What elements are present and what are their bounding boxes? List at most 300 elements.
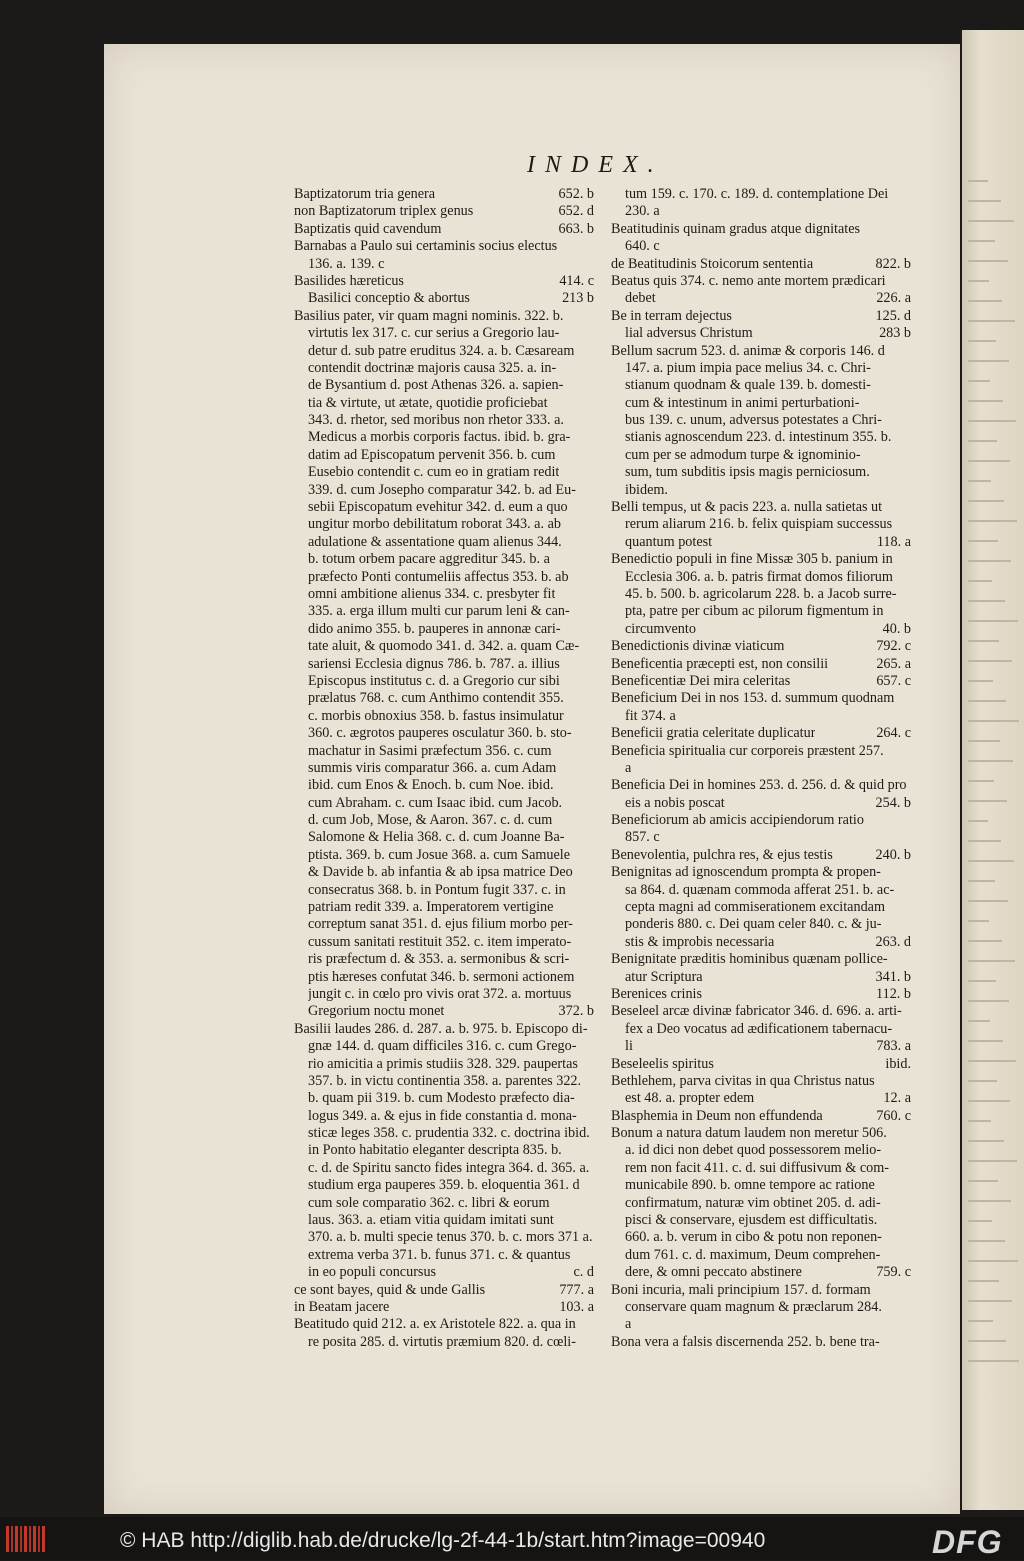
facing-page-text-ghost <box>968 940 1002 942</box>
index-entry-line <box>294 256 594 273</box>
index-entry-text: Beneficia Dei in homines 253. d. 256. d. & quid pro <box>611 777 907 794</box>
index-entry-line <box>611 847 911 864</box>
index-entry-line <box>294 569 594 586</box>
index-entry-text: sum, tum subditis ipsis magis perniciosum. <box>625 464 870 481</box>
facing-page-text-ghost <box>968 1120 991 1122</box>
index-entry-text: stianum quodnam & quale 139. b. domesti- <box>625 377 871 394</box>
index-entry-line <box>294 969 594 986</box>
index-entry-text: Beneficii gratia celeritate duplicatur <box>611 725 816 742</box>
index-entry-text: Basilius pater, vir quam magni nominis. 322. b. <box>294 307 564 324</box>
index-entry-line <box>611 760 911 777</box>
index-entry-reference: 264. c <box>876 725 911 742</box>
index-entry-reference: 226. a <box>876 290 911 307</box>
facing-page-text-ghost <box>968 280 989 282</box>
index-entry-text: Beatitudinis quinam gradus atque dignitates <box>611 220 861 237</box>
index-entry-line <box>611 447 911 464</box>
facing-page-text-ghost <box>968 1220 992 1222</box>
index-entry-line <box>294 1282 594 1299</box>
index-entry-line <box>611 1264 911 1281</box>
index-entry-text: correptum sanat 351. d. ejus filium morbo per- <box>308 916 573 933</box>
index-entry-text: sa 864. d. quænam commoda afferat 251. b. ac- <box>625 881 895 898</box>
index-entry-line <box>611 864 911 881</box>
facing-page-text-ghost <box>968 400 1003 402</box>
index-entry-line <box>611 1003 911 1020</box>
index-entry-line <box>611 499 911 516</box>
index-entry-text: prælatus 768. c. cum Anthimo contendit 355. <box>308 690 564 707</box>
facing-page-text-ghost <box>968 220 1014 222</box>
index-entry-line <box>294 795 594 812</box>
facing-page-text-ghost <box>968 660 1012 662</box>
index-entry-text: 147. a. pium impia pace melius 34. c. Chri- <box>625 359 871 376</box>
index-entry-line <box>611 1195 911 1212</box>
facing-page-text-ghost <box>968 560 1011 562</box>
index-entry-line <box>294 1316 594 1333</box>
index-entry-line <box>611 673 911 690</box>
index-entry-text: 857. c <box>625 829 660 846</box>
index-entry-line <box>611 203 911 220</box>
index-entry-line <box>611 777 911 794</box>
index-entry-line <box>294 847 594 864</box>
index-entry-text: studium erga pauperes 359. b. eloquentia 361. d <box>308 1177 580 1194</box>
index-entry-reference: 254. b <box>875 794 911 811</box>
index-entry-text: Benevolentia, pulchra res, & ejus testis <box>611 846 833 863</box>
index-entry-line <box>294 1212 594 1229</box>
index-entry-line <box>294 482 594 499</box>
index-entry-line <box>294 273 594 290</box>
facing-page-text-ghost <box>968 540 998 542</box>
index-entry-line <box>611 1142 911 1159</box>
index-entry-text: de Beatitudinis Stoicorum sententia <box>611 255 814 272</box>
index-entry-line <box>611 238 911 255</box>
facing-page-text-ghost <box>968 620 1018 622</box>
index-entry-line <box>294 1038 594 1055</box>
facing-page-text-ghost <box>968 260 1008 262</box>
index-entry-text: dum 761. c. d. maximum, Deum comprehen- <box>625 1246 881 1263</box>
facing-page-text-ghost <box>968 1240 1005 1242</box>
index-entry-line <box>294 725 594 742</box>
index-entry-line <box>294 325 594 342</box>
index-entry-line <box>611 1229 911 1246</box>
facing-page-text-ghost <box>968 740 1000 742</box>
facing-page-text-ghost <box>968 720 1019 722</box>
index-entry-line <box>611 551 911 568</box>
index-entry-line <box>294 1090 594 1107</box>
facing-page-text-ghost <box>968 1340 1006 1342</box>
index-entry-line <box>294 308 594 325</box>
index-entry-line <box>611 1177 911 1194</box>
index-entry-reference: 112. b <box>876 985 911 1002</box>
index-column-left <box>294 186 594 1350</box>
index-entry-line <box>294 447 594 464</box>
index-entry-text: re posita 285. d. virtutis præmium 820. d. cœli- <box>308 1333 576 1350</box>
facing-page-text-ghost <box>968 800 1007 802</box>
facing-page-text-ghost <box>968 600 1005 602</box>
index-entry-reference: 12. a <box>883 1090 911 1107</box>
facing-page-text-ghost <box>968 1200 1011 1202</box>
index-entry-line <box>611 482 911 499</box>
index-entry-text: 660. a. b. verum in cibo & potu non reponen- <box>625 1229 882 1246</box>
facing-page-text-ghost <box>968 920 989 922</box>
index-entry-text: debet <box>625 290 656 307</box>
index-entry-reference: 414. c <box>559 272 594 289</box>
index-entry-line <box>294 986 594 1003</box>
index-entry-line <box>611 360 911 377</box>
index-entry-text: cum & intestinum in animi perturbationi- <box>625 394 860 411</box>
index-entry-reference: 822. b <box>875 255 911 272</box>
facing-page-text-ghost <box>968 440 997 442</box>
index-entry-line <box>294 621 594 638</box>
index-entry-text: ce sont bayes, quid & unde Gallis <box>294 1281 486 1298</box>
index-entry-reference: 372. b <box>558 1003 594 1020</box>
index-entry-line <box>611 377 911 394</box>
facing-page-text-ghost <box>968 1020 990 1022</box>
index-entry-line <box>294 603 594 620</box>
index-entry-line <box>294 377 594 394</box>
index-entry-line <box>611 186 911 203</box>
facing-page-text-ghost <box>968 1040 1003 1042</box>
index-entry-text: Beneficentia præcepti est, non consilii <box>611 655 829 672</box>
index-entry-text: b. quam pii 319. b. cum Modesto præfecto dia- <box>308 1090 575 1107</box>
index-entry-line <box>611 534 911 551</box>
index-entry-text: ungitur morbo debilitatum roborat 343. a. ab <box>308 516 561 533</box>
index-entry-text: tum 159. c. 170. c. 189. d. contemplatione Dei <box>625 186 889 202</box>
index-entry-text: c. morbis obnoxius 358. b. fastus insimulatur <box>308 707 564 724</box>
index-entry-reference: 213 b <box>562 290 594 307</box>
index-entry-text: ibidem. <box>625 481 668 498</box>
index-entry-line <box>294 951 594 968</box>
facing-page-text-ghost <box>968 880 995 882</box>
index-entry-line <box>294 464 594 481</box>
index-entry-text: contendit doctrinæ majoris causa 325. a. in- <box>308 359 557 376</box>
index-entry-line <box>611 916 911 933</box>
index-entry-line <box>611 256 911 273</box>
facing-page-text-ghost <box>968 1140 1004 1142</box>
index-entry-line <box>294 1334 594 1351</box>
index-entry-text: 339. d. cum Josepho comparatur 342. b. ad Eu- <box>308 481 576 498</box>
index-entry-text: municabile 890. b. omne tempore ac ratione <box>625 1177 875 1194</box>
index-entry-text: Baptizatis quid cavendum <box>294 220 442 237</box>
index-entry-text: stis & improbis necessaria <box>625 933 775 950</box>
index-entry-reference: 759. c <box>876 1264 911 1281</box>
index-entry-text: circumvento <box>625 620 696 637</box>
index-entry-text: Beneficium Dei in nos 153. d. summum quodnam <box>611 690 895 707</box>
index-entry-text: consecratus 368. b. in Pontum fugit 337. c. in <box>308 881 566 898</box>
index-entry-text: quantum potest <box>625 533 713 550</box>
index-entry-line <box>294 934 594 951</box>
index-entry-line <box>294 221 594 238</box>
index-entry-text: a <box>625 1316 632 1333</box>
index-entry-line <box>611 1038 911 1055</box>
index-entry-line <box>611 273 911 290</box>
index-entry-line <box>611 1299 911 1316</box>
index-entry-line <box>294 829 594 846</box>
index-entry-reference: 760. c <box>876 1107 911 1124</box>
index-entry-text: virtutis lex 317. c. cur serius a Gregorio lau- <box>308 325 560 342</box>
index-entry-line <box>611 221 911 238</box>
index-entry-text: 230. a <box>625 203 660 220</box>
index-entry-text: ibid. cum Enos & Enoch. b. cum Noe. ibid. <box>308 777 554 794</box>
facing-page-text-ghost <box>968 680 993 682</box>
index-entry-text: dido animo 355. b. pauperes in annonæ cari- <box>308 620 561 637</box>
index-entry-text: Bellum sacrum 523. d. animæ & corporis 146. d <box>611 342 885 359</box>
index-entry-line <box>294 708 594 725</box>
index-entry-line <box>611 1090 911 1107</box>
index-entry-line <box>294 638 594 655</box>
index-entry-reference: 652. d <box>558 203 594 220</box>
index-entry-line <box>294 1108 594 1125</box>
index-entry-text: Baptizatorum tria genera <box>294 186 436 202</box>
index-entry-text: Ecclesia 306. a. b. patris firmat domos filiorum <box>625 568 893 585</box>
copyright-url-text: © HAB http://diglib.hab.de/drucke/lg-2f-44-1b/start.htm?image=00940 <box>120 1529 766 1552</box>
library-barcode-icon <box>6 1526 46 1552</box>
index-entry-text: in Beatam jacere <box>294 1299 390 1315</box>
index-entry-reference: 125. d <box>875 307 911 324</box>
facing-page-text-ghost <box>968 760 1013 762</box>
facing-page-text-ghost <box>968 860 1014 862</box>
index-entry-text: Bethlehem, parva civitas in qua Christus natus <box>611 1072 875 1089</box>
facing-page-text-ghost <box>968 1280 999 1282</box>
page-header-index: INDEX. <box>527 152 664 178</box>
facing-page-text-ghost <box>968 1080 997 1082</box>
index-entry-line <box>294 412 594 429</box>
index-entry-line <box>294 516 594 533</box>
index-entry-line <box>611 464 911 481</box>
index-entry-line <box>294 343 594 360</box>
index-entry-text: Basilii laudes 286. d. 287. a. b. 975. b. Episcopo di- <box>294 1020 588 1037</box>
dfg-logo: DFG <box>932 1524 1003 1560</box>
index-entry-reference: c. d <box>573 1264 594 1281</box>
index-entry-line <box>611 1108 911 1125</box>
index-entry-text: Beneficentiæ Dei mira celeritas <box>611 672 791 689</box>
index-entry-text: cepta magni ad commiserationem excitandam <box>625 899 886 916</box>
index-entry-text: laus. 363. a. etiam vitia quidam imitati sunt <box>308 1212 554 1229</box>
index-entry-text: cum Abraham. c. cum Isaac ibid. cum Jacob. <box>308 794 563 811</box>
index-entry-text: cum per se admodum turpe & ignominio- <box>625 446 861 463</box>
index-entry-line <box>611 290 911 307</box>
index-entry-line <box>294 1264 594 1281</box>
index-entry-line <box>611 325 911 342</box>
index-entry-text: Beseleel arcæ divinæ fabricator 346. d. 696. a. arti- <box>611 1003 902 1020</box>
index-entry-line <box>294 1299 594 1316</box>
index-entry-text: 335. a. erga illum multi cur parum leni & can- <box>308 603 570 620</box>
index-entry-reference: 263. d <box>875 933 911 950</box>
index-entry-line <box>611 708 911 725</box>
facing-page-text-ghost <box>968 420 1016 422</box>
index-entry-text: 343. d. rhetor, sed moribus non rhetor 333. a. <box>308 412 564 429</box>
index-entry-text: pta, patre per cibum ac pilorum figmentum in <box>625 603 884 620</box>
index-entry-line <box>611 743 911 760</box>
facing-page-text-ghost <box>968 500 1004 502</box>
index-entry-line <box>611 308 911 325</box>
index-entry-reference: 663. b <box>558 220 594 237</box>
index-entry-text: Beatitudo quid 212. a. ex Aristotele 822. a. qua in <box>294 1316 576 1333</box>
facing-page-text-ghost <box>968 580 992 582</box>
index-entry-line <box>294 1056 594 1073</box>
index-entry-text: Beseleelis spiritus <box>611 1055 714 1072</box>
index-entry-reference: 652. b <box>558 186 594 202</box>
index-entry-text: ptis hæreses confutat 346. b. sermoni actionem <box>308 968 575 985</box>
index-entry-text: sticæ leges 358. c. prudentia 332. c. doctrina ibid. <box>308 1125 590 1142</box>
index-entry-line <box>294 1229 594 1246</box>
index-entry-line <box>294 690 594 707</box>
index-entry-reference: 792. c <box>876 638 911 655</box>
facing-page-text-ghost <box>968 1180 998 1182</box>
index-entry-text: dere, & omni peccato abstinere <box>625 1264 802 1281</box>
index-entry-text: Benignitas ad ignoscendum prompta & propen- <box>611 864 881 881</box>
index-entry-text: sariensi Ecclesia dignus 786. b. 787. a. illius <box>308 655 560 672</box>
index-entry-text: li <box>625 1038 633 1055</box>
index-entry-text: Gregorium noctu monet <box>308 1003 445 1020</box>
index-entry-line <box>294 499 594 516</box>
index-entry-reference: 240. b <box>875 846 911 863</box>
index-entry-line <box>611 1316 911 1333</box>
facing-page-text-ghost <box>968 520 1017 522</box>
index-entry-line <box>294 186 594 203</box>
index-entry-line <box>611 395 911 412</box>
index-entry-text: Belli tempus, ut & pacis 223. a. nulla satietas ut <box>611 499 883 516</box>
index-entry-line <box>611 899 911 916</box>
index-entry-line <box>611 934 911 951</box>
index-entry-reference: 103. a <box>559 1299 594 1315</box>
facing-page-text-ghost <box>968 1260 1018 1262</box>
index-entry-line <box>294 1003 594 1020</box>
index-entry-text: summis viris comparatur 366. a. cum Adam <box>308 759 557 776</box>
index-entry-line <box>611 1334 911 1351</box>
index-entry-text: detur d. sub patre eruditus 324. a. b. Cæsaream <box>308 342 575 359</box>
index-entry-line <box>294 656 594 673</box>
index-entry-text: fex a Deo vocatus ad ædificationem tabernacu- <box>625 1020 893 1037</box>
index-entry-text: præfecto Ponti contumeliis affectus 353. b. ab <box>308 568 569 585</box>
index-entry-text: a <box>625 759 632 776</box>
index-entry-text: adulatione & assentatione quam alienus 344. <box>308 533 562 550</box>
index-entry-line <box>611 1212 911 1229</box>
index-entry-text: ponderis 880. c. Dei quam celer 840. c. & ju- <box>625 916 882 933</box>
index-entry-line <box>294 673 594 690</box>
index-entry-reference: 40. b <box>882 620 911 637</box>
index-entry-text: extrema verba 371. b. funus 371. c. & quantus <box>308 1246 571 1263</box>
index-entry-line <box>294 586 594 603</box>
index-entry-text: tia & virtute, ut ætate, quotidie proficiebat <box>308 394 548 411</box>
index-entry-text: Medicus a morbis corporis factus. ibid. b. gra- <box>308 429 571 446</box>
index-entry-text: Barnabas a Paulo sui certaminis socius electus <box>294 238 558 255</box>
index-entry-text: 136. a. 139. c <box>308 255 385 272</box>
facing-page-text-ghost <box>968 1100 1010 1102</box>
facing-page-text-ghost <box>968 320 1015 322</box>
index-entry-reference: 118. a <box>876 533 911 550</box>
index-entry-text: Episcopus institutus c. d. a Gregorio cur sibi <box>308 672 560 689</box>
index-entry-line <box>611 969 911 986</box>
index-entry-line <box>294 882 594 899</box>
index-entry-text: rio amicitia a primis studiis 328. 329. paupertas <box>308 1055 578 1072</box>
index-entry-line <box>294 238 594 255</box>
index-entry-line <box>294 760 594 777</box>
index-entry-reference: 341. b <box>875 968 911 985</box>
facing-page-edge <box>962 30 1024 1510</box>
index-entry-text: a. id dici non debet quod possessorem melio- <box>625 1142 882 1159</box>
index-entry-text: logus 349. a. & ejus in fide constantia d. mona- <box>308 1107 577 1124</box>
index-entry-text: tate aluit, & quomodo 341. d. 342. a. quam Cæ- <box>308 638 580 655</box>
index-entry-line <box>611 882 911 899</box>
index-entry-line <box>611 586 911 603</box>
index-entry-line <box>294 1195 594 1212</box>
index-entry-line <box>611 829 911 846</box>
index-entry-line <box>294 743 594 760</box>
index-entry-line <box>611 1125 911 1142</box>
index-entry-line <box>611 412 911 429</box>
index-entry-line <box>294 1125 594 1142</box>
index-entry-text: Beatus quis 374. c. nemo ante mortem prædicari <box>611 272 886 289</box>
index-column-right <box>611 186 911 1350</box>
facing-page-text-ghost <box>968 900 1008 902</box>
facing-page-text-ghost <box>968 360 1009 362</box>
index-entry-text: de Bysantium d. post Athenas 326. a. sapien- <box>308 377 564 394</box>
index-entry-line <box>611 725 911 742</box>
index-entry-text: Boni incuria, mali principium 157. d. formam <box>611 1281 871 1298</box>
index-entry-text: Blasphemia in Deum non effundenda <box>611 1107 823 1124</box>
index-entry-text: ptista. 369. b. cum Josue 368. a. cum Samuele <box>308 846 571 863</box>
facing-page-text-ghost <box>968 200 1001 202</box>
index-entry-text: d. cum Job, Mose, & Aaron. 367. c. d. cum <box>308 812 553 829</box>
index-entry-line <box>611 1056 911 1073</box>
index-entry-reference: 283 b <box>879 325 911 342</box>
index-entry-text: b. totum orbem pacare aggreditur 345. b. a <box>308 551 550 568</box>
index-entry-text: conservare quam magnum & præclarum 284. <box>625 1299 882 1315</box>
facing-page-text-ghost <box>968 700 1006 702</box>
index-entry-text: cussum sanitati restituit 352. c. item imperato- <box>308 933 572 950</box>
index-entry-line <box>611 656 911 673</box>
index-entry-text: datim ad Episcopatum pervenit 356. b. cum <box>308 446 556 463</box>
facing-page-text-ghost <box>968 1360 1019 1362</box>
index-entry-line <box>611 1160 911 1177</box>
index-entry-text: Bonum a natura datum laudem non meretur 506. <box>611 1125 887 1142</box>
index-entry-text: 640. c <box>625 238 660 255</box>
index-entry-line <box>294 395 594 412</box>
index-entry-line <box>611 1247 911 1264</box>
index-entry-text: Berenices crinis <box>611 985 702 1002</box>
index-entry-line <box>294 1142 594 1159</box>
index-entry-line <box>294 1247 594 1264</box>
index-entry-text: rerum aliarum 216. b. felix quispiam successus <box>625 516 893 533</box>
index-entry-reference: ibid. <box>885 1055 911 1072</box>
index-entry-line <box>294 1177 594 1194</box>
index-entry-line <box>611 429 911 446</box>
index-entry-text: 360. c. ægrotos pauperes osculatur 360. b. sto- <box>308 725 572 742</box>
facing-page-text-ghost <box>968 340 996 342</box>
index-entry-text: atur Scriptura <box>625 968 703 985</box>
facing-page-text-ghost <box>968 1000 1009 1002</box>
index-entry-text: patriam redit 339. a. Imperatorem vertigine <box>308 899 554 916</box>
index-entry-line <box>294 360 594 377</box>
facing-page-text-ghost <box>968 780 994 782</box>
index-entry-text: lial adversus Christum <box>625 325 753 342</box>
index-entry-line <box>294 1073 594 1090</box>
index-entry-reference: 777. a <box>559 1281 594 1298</box>
facing-page-text-ghost <box>968 300 1002 302</box>
index-entry-reference: 657. c <box>876 672 911 689</box>
index-entry-text: 370. a. b. multi specie tenus 370. b. c. mors 371 a. <box>308 1229 593 1246</box>
facing-page-text-ghost <box>968 960 1015 962</box>
index-entry-text: rem non facit 411. c. d. sui diffusivum & com- <box>625 1159 889 1176</box>
index-entry-text: Basilici conceptio & abortus <box>308 290 470 307</box>
index-entry-line <box>611 638 911 655</box>
index-entry-text: machatur in Sasimi præfectum 356. c. cum <box>308 742 552 759</box>
index-entry-text: Beneficiorum ab amicis accipiendorum ratio <box>611 812 864 829</box>
facing-page-text-ghost <box>968 1060 1016 1062</box>
index-entry-text: Benedictio populi in fine Missæ 305 b. panium in <box>611 551 893 568</box>
index-entry-line <box>294 916 594 933</box>
index-entry-text: Basilides hæreticus <box>294 272 404 289</box>
index-entry-reference: 783. a <box>876 1038 911 1055</box>
